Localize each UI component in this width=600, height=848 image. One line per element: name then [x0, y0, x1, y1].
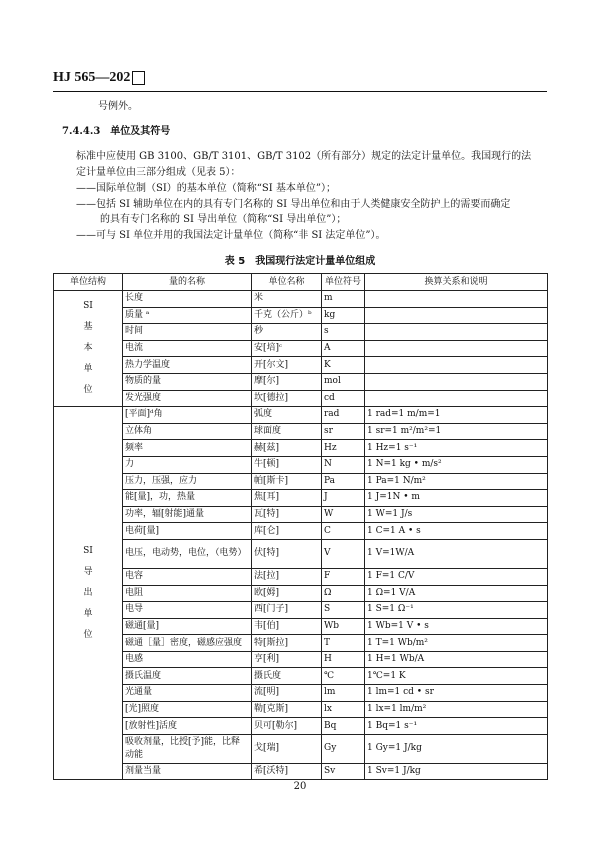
unit-name-cell: 牛[顿] [252, 456, 322, 473]
unit-symbol-cell: lm [322, 685, 365, 702]
table-row [54, 718, 548, 735]
quantity-cell: 剂量当量 [123, 763, 252, 780]
conversion-cell: 1 T=1 Wb/m² [365, 635, 548, 652]
table-row [54, 324, 548, 341]
unit-symbol-cell: C [322, 523, 365, 540]
conversion-cell: 1 rad=1 m/m=1 [365, 407, 548, 424]
table-row [54, 523, 548, 540]
unit-symbol-cell: Sv [322, 763, 365, 780]
unit-symbol-cell: sr [322, 423, 365, 440]
group-label-text: SI 导 出 单 位 [83, 545, 93, 640]
unit-name-cell: 伏[特] [252, 539, 322, 568]
quantity-cell: 电导 [123, 602, 252, 619]
unit-symbol-cell: mol [322, 373, 365, 390]
unit-symbol-cell: s [322, 324, 365, 341]
table-row [54, 340, 548, 357]
table-row [54, 407, 548, 424]
conversion-cell: 1 sr=1 m²/m²=1 [365, 423, 548, 440]
bullet-2-line-2: 的具有专门名称的 SI 导出单位（简称“SI 导出单位”）； [100, 214, 347, 225]
unit-name-cell: 帕[斯卡] [252, 473, 322, 490]
unit-symbol-cell: V [322, 539, 365, 568]
conversion-cell: 1 lx=1 lm/m² [365, 701, 548, 718]
unit-symbol-cell: Hz [322, 440, 365, 457]
quantity-cell: 电感 [123, 651, 252, 668]
table-row [54, 307, 548, 324]
conversion-cell: 1 Ω=1 V/A [365, 585, 548, 602]
unit-symbol-cell: J [322, 490, 365, 507]
table-row [54, 568, 548, 585]
quantity-cell: [平面]ᵈ角 [123, 407, 252, 424]
quantity-cell: 电阻 [123, 585, 252, 602]
unit-name-cell: 西[门子] [252, 602, 322, 619]
header-conversion: 换算关系和说明 [365, 274, 548, 291]
paragraph-line-2: 定计量单位由三部分组成（见表 5）： [76, 167, 241, 178]
table-row [54, 357, 548, 374]
unit-name-cell: 球面度 [252, 423, 322, 440]
placeholder-box-icon [132, 71, 145, 85]
quantity-cell: 质量 ᵃ [123, 307, 252, 324]
quantity-cell: 热力学温度 [123, 357, 252, 374]
conversion-cell: 1 Pa=1 N/m² [365, 473, 548, 490]
quantity-cell: 摄氏温度 [123, 668, 252, 685]
unit-name-cell: 特[斯拉] [252, 635, 322, 652]
unit-name-cell: 焦[耳] [252, 490, 322, 507]
units-table [53, 273, 548, 780]
quantity-cell: 磁通[量] [123, 618, 252, 635]
unit-symbol-cell: Ω [322, 585, 365, 602]
table-row [54, 373, 548, 390]
table-row [54, 456, 548, 473]
table-row [54, 291, 548, 308]
si-derived-group-label [54, 407, 123, 780]
quantity-cell: 吸收剂量，比授[予]能，比释动能 [123, 734, 252, 763]
quantity-cell: 频率 [123, 440, 252, 457]
unit-name-cell: 戈[瑞] [252, 734, 322, 763]
bullet-2-line-1: ——包括 SI 辅助单位在内的具有专门名称的 SI 导出单位和由于人类健康安全防护上的需要而确定 [76, 199, 511, 210]
table-row [54, 490, 548, 507]
conversion-cell: 1 H=1 Wb/A [365, 651, 548, 668]
quantity-cell: 发光强度 [123, 390, 252, 407]
conversion-cell: 1 C=1 A • s [365, 523, 548, 540]
unit-name-cell: 亨[利] [252, 651, 322, 668]
unit-name-cell: 贝可[勒尔] [252, 718, 322, 735]
continued-text: 号例外。 [98, 101, 138, 112]
unit-symbol-cell: K [322, 357, 365, 374]
unit-name-cell: 库[仑] [252, 523, 322, 540]
conversion-cell [365, 307, 548, 324]
quantity-cell: 压力，压强，应力 [123, 473, 252, 490]
quantity-cell: 光通量 [123, 685, 252, 702]
table-row [54, 602, 548, 619]
unit-name-cell: 摄氏度 [252, 668, 322, 685]
table-row [54, 618, 548, 635]
quantity-cell: 电压，电动势，电位，（电势） [123, 539, 252, 568]
quantity-cell: 时间 [123, 324, 252, 341]
table-caption: 表 5 我国现行法定计量单位组成 [224, 256, 376, 267]
conversion-cell: 1 Wb=1 V • s [365, 618, 548, 635]
quantity-cell: [放射性]活度 [123, 718, 252, 735]
unit-name-cell: 秒 [252, 324, 322, 341]
table-row [54, 651, 548, 668]
unit-symbol-cell: Bq [322, 718, 365, 735]
conversion-cell [365, 357, 548, 374]
unit-name-cell: 开[尔文] [252, 357, 322, 374]
paragraph-line-1: 标准中应使用 GB 3100、GB/T 3101、GB/T 3102（所有部分）规定的法定计量单位。我国现行的法 [76, 151, 532, 162]
unit-symbol-cell: W [322, 506, 365, 523]
unit-symbol-cell: Pa [322, 473, 365, 490]
table-row [54, 539, 548, 568]
unit-symbol-cell: cd [322, 390, 365, 407]
header-unit-symbol: 单位符号 [322, 274, 365, 291]
table-row [54, 585, 548, 602]
unit-name-cell: 弧度 [252, 407, 322, 424]
conversion-cell [365, 390, 548, 407]
header-rule [53, 91, 547, 92]
unit-name-cell: 千克（公斤）ᵇ [252, 307, 322, 324]
table-row [54, 635, 548, 652]
conversion-cell [365, 324, 548, 341]
header-unit-name: 单位名称 [252, 274, 322, 291]
unit-name-cell: 坎[德拉] [252, 390, 322, 407]
table-row [54, 701, 548, 718]
conversion-cell: 1 Hz=1 s⁻¹ [365, 440, 548, 457]
unit-symbol-cell: kg [322, 307, 365, 324]
unit-symbol-cell: F [322, 568, 365, 585]
conversion-cell [365, 340, 548, 357]
quantity-cell: 力 [123, 456, 252, 473]
si-base-group-label [54, 291, 123, 407]
quantity-cell: 电流 [123, 340, 252, 357]
conversion-cell: 1 F=1 C/V [365, 568, 548, 585]
conversion-cell: 1 Gy=1 J/kg [365, 734, 548, 763]
unit-symbol-cell: Gy [322, 734, 365, 763]
section-heading [62, 125, 170, 139]
conversion-cell: 1 V=1W/A [365, 539, 548, 568]
conversion-cell: 1 S=1 Ω⁻¹ [365, 602, 548, 619]
unit-symbol-cell: Wb [322, 618, 365, 635]
table-header-row [54, 274, 548, 291]
section-title: 单位及其符号 [110, 126, 171, 137]
header-quantity: 量的名称 [123, 274, 252, 291]
table-row [54, 506, 548, 523]
unit-symbol-cell: S [322, 602, 365, 619]
unit-name-cell: 安[培]ᶜ [252, 340, 322, 357]
conversion-cell: 1℃=1 K [365, 668, 548, 685]
table-row [54, 423, 548, 440]
table-row [54, 390, 548, 407]
conversion-cell [365, 373, 548, 390]
conversion-cell: 1 Sv=1 J/kg [365, 763, 548, 780]
quantity-cell: 电容 [123, 568, 252, 585]
unit-name-cell: 希[沃特] [252, 763, 322, 780]
quantity-cell: [光]照度 [123, 701, 252, 718]
page-number: 20 [293, 781, 307, 792]
unit-name-cell: 法[拉] [252, 568, 322, 585]
quantity-cell: 功率，辐[射能]通量 [123, 506, 252, 523]
unit-symbol-cell: T [322, 635, 365, 652]
table-row [54, 668, 548, 685]
unit-symbol-cell: rad [322, 407, 365, 424]
table-row [54, 685, 548, 702]
conversion-cell: 1 Bq=1 s⁻¹ [365, 718, 548, 735]
table-row [54, 763, 548, 780]
unit-symbol-cell: ℃ [322, 668, 365, 685]
group-label-text: SI 基 本 单 位 [83, 301, 93, 396]
conversion-cell [365, 291, 548, 308]
table-row [54, 473, 548, 490]
unit-name-cell: 赫[兹] [252, 440, 322, 457]
unit-name-cell: 摩[尔] [252, 373, 322, 390]
quantity-cell: 物质的量 [123, 373, 252, 390]
table-row [54, 734, 548, 763]
conversion-cell: 1 N=1 kg • m/s² [365, 456, 548, 473]
conversion-cell: 1 lm=1 cd • sr [365, 685, 548, 702]
unit-name-cell: 勒[克斯] [252, 701, 322, 718]
section-number: 7.4.4.3 [62, 126, 101, 137]
unit-name-cell: 流[明] [252, 685, 322, 702]
header-structure: 单位结构 [54, 274, 123, 291]
bullet-1: ——国际单位制（SI）的基本单位（简称“SI 基本单位”）； [76, 183, 337, 194]
bullet-3: ——可与 SI 单位并用的我国法定计量单位（简称“非 SI 法定单位”）。 [76, 230, 386, 241]
quantity-cell: 长度 [123, 291, 252, 308]
unit-symbol-cell: m [322, 291, 365, 308]
unit-name-cell: 瓦[特] [252, 506, 322, 523]
quantity-cell: 立体角 [123, 423, 252, 440]
document-code-text: HJ 565—202 [53, 70, 131, 85]
document-code [53, 70, 145, 86]
unit-symbol-cell: H [322, 651, 365, 668]
quantity-cell: 能[量]，功，热量 [123, 490, 252, 507]
unit-symbol-cell: lx [322, 701, 365, 718]
unit-name-cell: 韦[伯] [252, 618, 322, 635]
unit-symbol-cell: A [322, 340, 365, 357]
unit-symbol-cell: N [322, 456, 365, 473]
table-row [54, 440, 548, 457]
unit-name-cell: 米 [252, 291, 322, 308]
quantity-cell: 磁通［量］密度，磁感应强度 [123, 635, 252, 652]
quantity-cell: 电荷[量] [123, 523, 252, 540]
conversion-cell: 1 W=1 J/s [365, 506, 548, 523]
unit-name-cell: 欧[姆] [252, 585, 322, 602]
conversion-cell: 1 J=1N • m [365, 490, 548, 507]
